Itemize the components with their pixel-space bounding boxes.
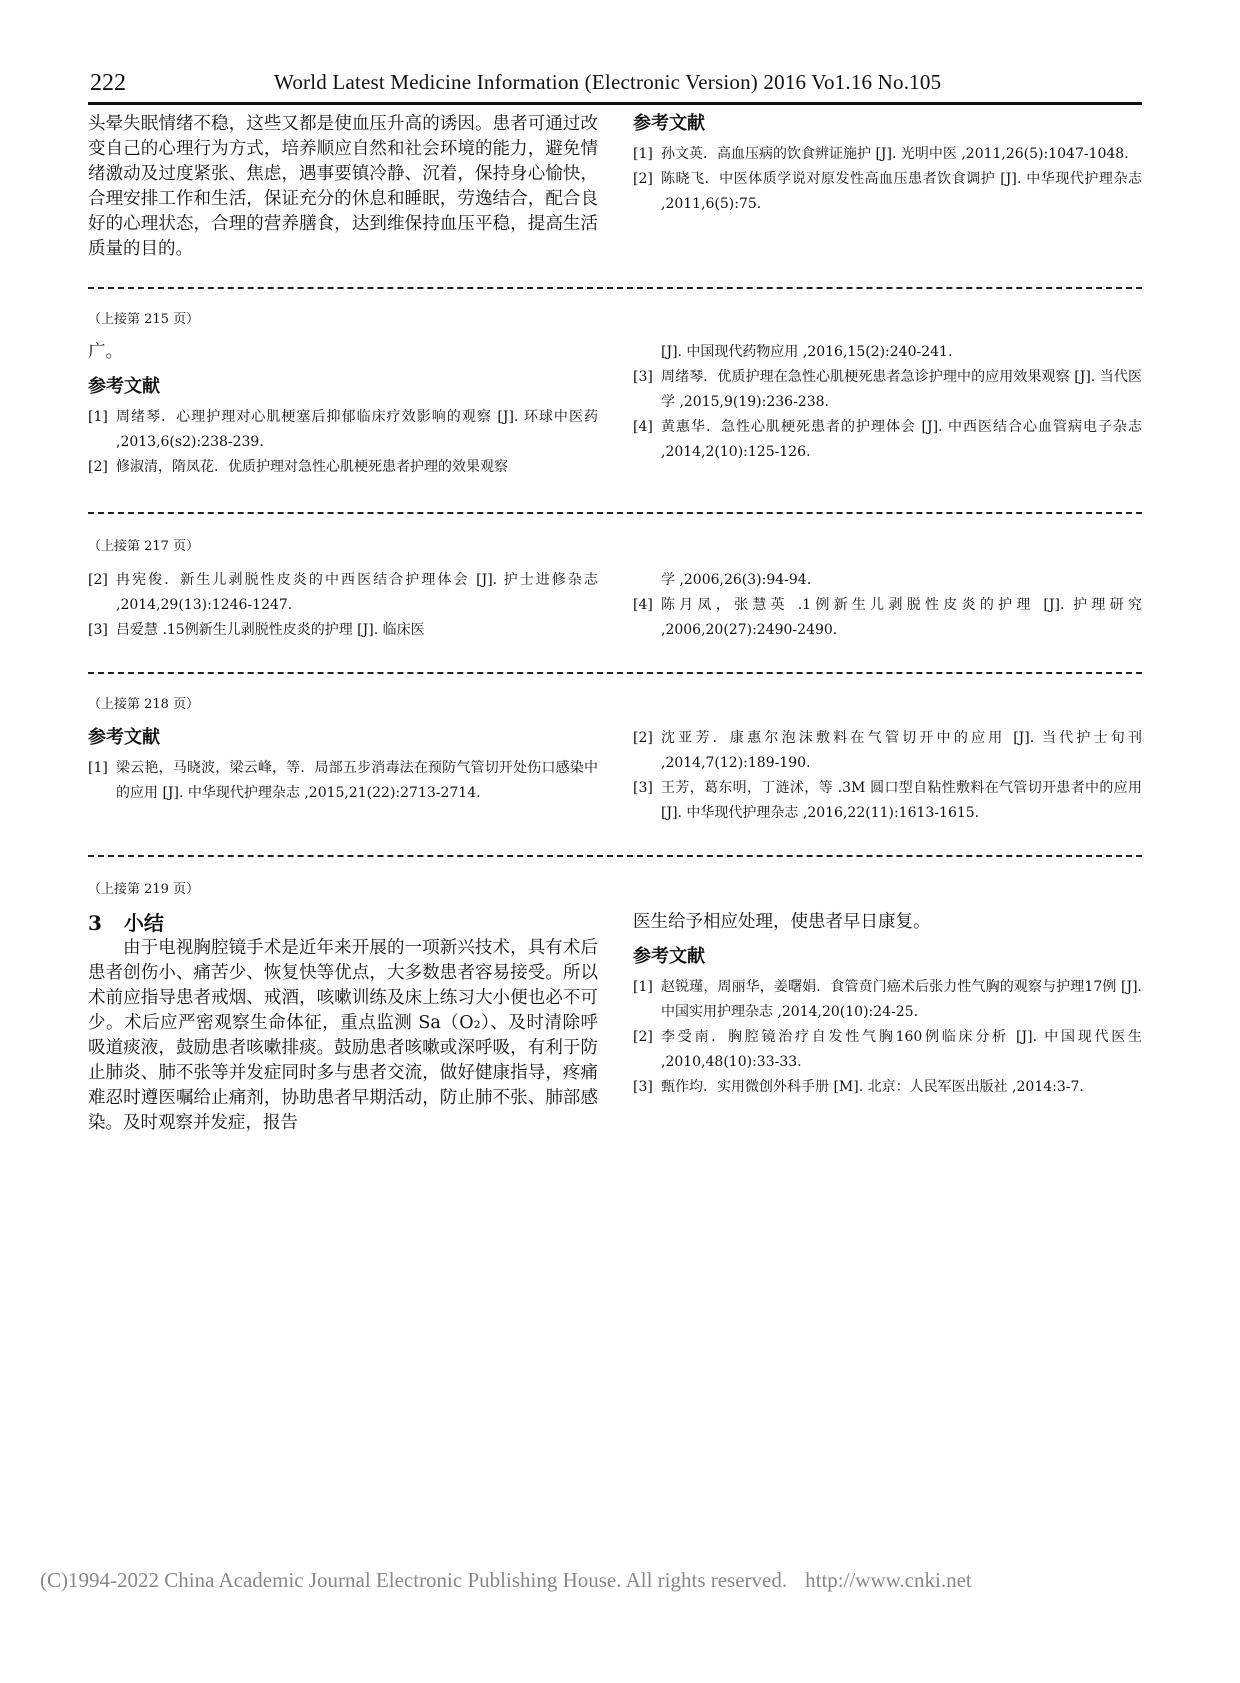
continued-note: （上接第 218 页）: [88, 697, 200, 712]
reference-number: [3]: [633, 780, 653, 796]
reference-item: [633, 975, 1142, 1025]
reference-item: [88, 455, 598, 480]
reference-number: [1]: [633, 979, 653, 995]
reference-text: 周绪琴．心理护理对心肌梗塞后抑郁临床疗效影响的观察 [J]. 环球中医药 ,2013,6(s2):238-239.: [116, 409, 598, 450]
reference-number: [2]: [633, 171, 653, 187]
body-paragraph: 由于电视胸腔镜手术是近年来开展的一项新兴技术，具有术后患者创伤小、痛苦少、恢复快等优点，大多数患者容易接受。所以术前应指导患者戒烟、戒酒，咳嗽训练及床上练习大小便也必不可少。术后应严密观察生命体征，重点监测 Sa（O₂）、及时清除呼吸道痰液，鼓励患者咳嗽排痰。鼓励患者咳嗽或深呼吸，有利于防止肺炎、肺不张等并发症同时多与患者交流，做好健康指导，疼痛难忍时遵医嘱给止痛剂，协助患者早期活动，防止肺不张、肺部感染。及时观察并发症，报告: [88, 938, 598, 1133]
reference-text: 修淑清，隋凤花．优质护理对急性心肌梗死患者护理的效果观察: [116, 459, 508, 475]
section-title: 小结: [123, 911, 164, 935]
continued-section-215: [88, 310, 1142, 330]
reference-text: 甄作均．实用微创外科手册 [M]. 北京：人民军医出版社 ,2014:3-7.: [661, 1079, 1084, 1095]
continued-section-218: [88, 695, 1142, 715]
reference-item: [633, 415, 1142, 465]
continued-note: （上接第 215 页）: [88, 312, 200, 327]
divider: [88, 855, 1142, 857]
references-heading: 参考文献: [88, 727, 160, 748]
reference-text: 赵锐瑾，周丽华，姜曙娟．食管贲门癌术后张力性气胸的观察与护理17例 [J]. 中国实用护理杂志 ,2014,20(10):24-25.: [661, 979, 1142, 1020]
copyright-text: (C)1994-2022 China Academic Journal Electronic Publishing House. All rights reserved.: [40, 1568, 788, 1592]
references-heading: 参考文献: [633, 113, 705, 134]
reference-number: [4]: [633, 419, 653, 435]
reference-text: 陈晓飞．中医体质学说对原发性高血压患者饮食调护 [J]. 中华现代护理杂志 ,2011,6(5):75.: [661, 171, 1142, 212]
divider: [88, 672, 1142, 674]
reference-number: [2]: [633, 1029, 653, 1045]
references-heading: 参考文献: [88, 376, 160, 397]
page-header: [88, 66, 1142, 105]
reference-item: [88, 568, 598, 618]
reference-number: [2]: [633, 730, 653, 746]
footer-url[interactable]: http://www.cnki.net: [805, 1568, 972, 1592]
reference-item: [633, 726, 1142, 776]
body-paragraph: 广。: [88, 342, 123, 362]
reference-continuation: [J]. 中国现代药物应用 ,2016,15(2):240-241.: [661, 344, 953, 360]
reference-number: [3]: [633, 369, 653, 385]
reference-number: [2]: [88, 459, 108, 475]
reference-item: [633, 1075, 1142, 1100]
continued-note: （上接第 217 页）: [88, 539, 200, 554]
divider: [88, 512, 1142, 514]
reference-item: [88, 405, 598, 455]
body-paragraph: 头晕失眠情绪不稳，这些又都是使血压升高的诱因。患者可通过改变自己的心理行为方式，培养顺应自然和社会环境的能力，避免情绪激动及过度紧张、焦虑，遇事要镇冷静、沉着，保持身心愉快，合理安排工作和生活，保证充分的休息和睡眠，劳逸结合，配合良好的心理状态，合理的营养膳食，达到维保持血压平稳，提高生活质量的目的。: [88, 114, 598, 259]
reference-text: 吕爱慧 .15例新生儿剥脱性皮炎的护理 [J]. 临床医: [116, 622, 425, 638]
reference-item: [633, 776, 1142, 826]
copyright-footer: [40, 1568, 972, 1593]
reference-continuation: 学 ,2006,26(3):94-94.: [661, 572, 812, 588]
reference-text: 周绪琴．优质护理在急性心肌梗死患者急诊护理中的应用效果观察 [J]. 当代医学 ,2015,9(19):236-238.: [661, 369, 1142, 410]
journal-title: World Latest Medicine Information (Electronic Version) 2016 Vo1.16 No.105: [274, 70, 942, 94]
reference-text: 王芳，葛东明，丁涟沭，等 .3M 圆口型自粘性敷料在气管切开患者中的应用 [J]. 中华现代护理杂志 ,2016,22(11):1613-1615.: [661, 780, 1142, 821]
reference-item: [633, 1025, 1142, 1075]
page-number: 222: [90, 70, 126, 96]
section-heading: [88, 910, 598, 936]
reference-text: 沈亚芳．康惠尔泡沫敷料在气管切开中的应用 [J]. 当代护士旬刊 ,2014,7(12):189-190.: [661, 730, 1142, 771]
reference-text: 梁云艳，马晓波，梁云峰，等．局部五步消毒法在预防气管切开处伤口感染中的应用 [J]. 中华现代护理杂志 ,2015,21(22):2713-2714.: [116, 760, 598, 801]
divider: [88, 287, 1142, 289]
continued-section-219: [88, 880, 1142, 900]
body-paragraph: 医生给予相应处理，使患者早日康复。: [633, 912, 931, 932]
reference-text: 冉宪俊．新生儿剥脱性皮炎的中西医结合护理体会 [J]. 护士进修杂志 ,2014,29(13):1246-1247.: [116, 572, 598, 613]
reference-text: 陈月凤，张慧英 .1例新生儿剥脱性皮炎的护理 [J]. 护理研究 ,2006,20(27):2490-2490.: [661, 597, 1142, 638]
references-heading: 参考文献: [633, 946, 705, 967]
continued-note: （上接第 219 页）: [88, 882, 200, 897]
reference-text: 孙文英．高血压病的饮食辨证施护 [J]. 光明中医 ,2011,26(5):1047-1048.: [661, 146, 1129, 162]
section-number: 3: [88, 911, 102, 935]
reference-number: [1]: [88, 409, 108, 425]
reference-item: [633, 365, 1142, 415]
reference-number: [3]: [633, 1079, 653, 1095]
reference-text: 黄惠华．急性心肌梗死患者的护理体会 [J]. 中西医结合心血管病电子杂志 ,2014,2(10):125-126.: [661, 419, 1142, 460]
reference-item: [88, 756, 598, 806]
reference-number: [3]: [88, 622, 108, 638]
reference-item: [633, 167, 1142, 217]
reference-number: [1]: [88, 760, 108, 776]
continued-section-217: [88, 537, 1142, 557]
reference-number: [1]: [633, 146, 653, 162]
reference-item: [88, 618, 598, 643]
reference-number: [2]: [88, 572, 108, 588]
reference-number: [4]: [633, 597, 653, 613]
reference-text: 李受南．胸腔镜治疗自发性气胸160例临床分析 [J]. 中国现代医生 ,2010,48(10):33-33.: [661, 1029, 1142, 1070]
reference-item: [633, 142, 1142, 167]
reference-item: [633, 593, 1142, 643]
